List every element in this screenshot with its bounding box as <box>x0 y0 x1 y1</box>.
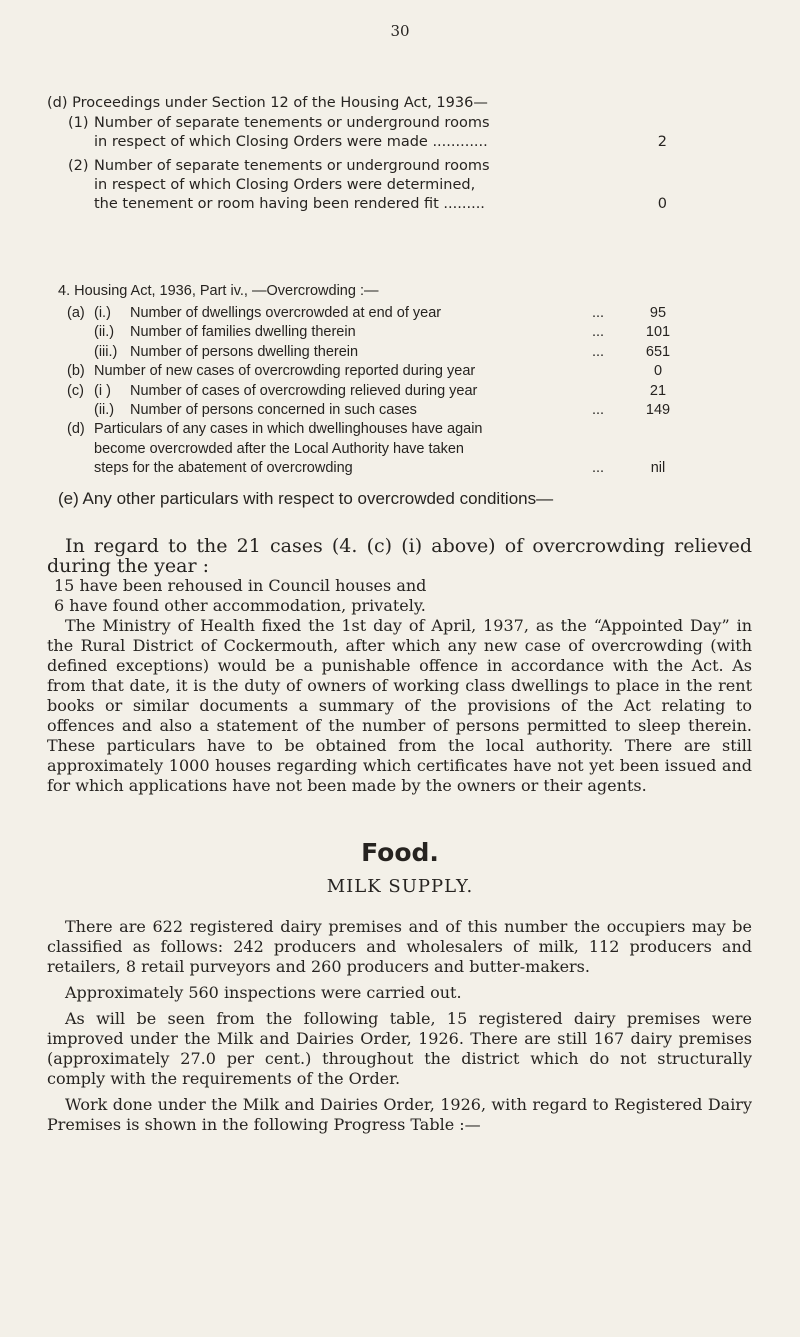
row-value: 21 <box>649 382 667 399</box>
row-dots: ... <box>592 343 605 360</box>
housing-row <box>58 402 678 421</box>
row-dots: ... <box>592 324 605 341</box>
item-number: (2) <box>68 158 89 174</box>
proceedings-section <box>47 94 667 214</box>
row-sub: (i ) <box>94 382 111 399</box>
row-value: 95 <box>649 305 667 321</box>
rehoused-line: 15 have been rehoused in Council houses and <box>54 576 427 595</box>
row-value: nil <box>650 460 666 477</box>
row-text: Number of dwellings overcrowded at end of year <box>130 305 442 321</box>
milk-paragraph: Approximately 560 inspections were carried out. <box>65 983 462 1002</box>
other-particulars-heading: (e) Any other particulars with respect to overcrowded conditions— <box>58 489 554 508</box>
row-text: Number of new cases of overcrowding reported during year <box>94 363 476 380</box>
housing-row <box>58 305 678 324</box>
item-line: the tenement or room having been rendered fit ......... <box>94 196 485 212</box>
row-value: 101 <box>645 324 671 341</box>
row-text: steps for the abatement of overcrowding <box>94 460 353 477</box>
milk-paragraph: As will be seen from the following table, 15 registered dairy premises were improved under the Milk and Dairies Order, 1926. There are still 167 dairy premises (approximately 27.0 per cent.) throughout the district which do not structurally comply with the requirements of the Order. <box>47 1009 752 1088</box>
row-sub: (iii.) <box>94 343 118 360</box>
overcrowding-text <box>47 536 752 796</box>
row-text: Number of persons dwelling therein <box>130 343 359 360</box>
proceedings-item <box>68 114 667 152</box>
item-number: (1) <box>68 115 89 131</box>
milk-supply-heading: MILK SUPPLY. <box>326 876 474 897</box>
row-text: Number of families dwelling therein <box>130 324 356 341</box>
accommodation-line: 6 have found other accommodation, privately. <box>54 596 426 615</box>
item-line: Number of separate tenements or underground rooms <box>94 115 490 131</box>
housing-row <box>58 441 678 460</box>
milk-paragraph: Work done under the Milk and Dairies Order, 1926, with regard to Registered Dairy Premises is shown in the following Progress Table :— <box>47 1095 752 1134</box>
row-text: become overcrowded after the Local Authority have taken <box>94 440 464 457</box>
row-letter: (b) <box>67 363 85 380</box>
row-dots: ... <box>592 305 605 321</box>
milk-paragraph: There are 622 registered dairy premises and of this number the occupiers may be classified as follows: 242 producers and wholesalers of milk, 112 producers and retailers, 8 retail purveyors and 260 producers and butter-makers. <box>47 917 752 976</box>
housing-title: 4. Housing Act, 1936, Part iv., —Overcrowding :— <box>58 283 379 299</box>
item-line: in respect of which Closing Orders were determined, <box>94 177 476 193</box>
page-number: 30 <box>390 22 410 40</box>
row-dots: ... <box>592 460 605 477</box>
housing-row <box>58 324 678 343</box>
item-value: 0 <box>657 196 667 212</box>
milk-supply-text <box>47 917 752 1135</box>
row-value: 651 <box>645 343 671 360</box>
housing-row <box>58 344 678 363</box>
row-letter: (d) <box>67 421 85 438</box>
item-line: Number of separate tenements or underground rooms <box>94 158 490 174</box>
row-text: Number of cases of overcrowding relieved during year <box>130 382 478 399</box>
proceedings-item <box>68 157 667 214</box>
housing-row <box>58 363 678 382</box>
row-letter: (a) <box>67 305 85 321</box>
row-sub: (i.) <box>94 305 111 321</box>
row-sub: (ii.) <box>94 324 115 341</box>
housing-section <box>58 283 678 480</box>
regard-paragraph: In regard to the 21 cases (4. (c) (i) above) of overcrowding relieved during the year : <box>47 535 752 577</box>
row-value: 0 <box>653 363 663 380</box>
item-value: 2 <box>657 134 667 150</box>
food-heading: Food. <box>361 838 439 867</box>
row-letter: (c) <box>67 382 84 399</box>
housing-row <box>58 421 678 440</box>
row-value: 149 <box>645 401 671 418</box>
row-dots: ... <box>592 401 605 418</box>
row-sub: (ii.) <box>94 401 115 418</box>
housing-row <box>58 383 678 402</box>
row-text: Number of persons concerned in such cases <box>130 401 417 418</box>
row-text: Particulars of any cases in which dwellinghouses have again <box>94 421 483 438</box>
proceedings-heading: (d) Proceedings under Section 12 of the Housing Act, 1936— <box>47 95 488 111</box>
ministry-paragraph: The Ministry of Health fixed the 1st day of April, 1937, as the “Appointed Day” in the Rural District of Cockermouth, after which any new case of overcrowding (with defined exceptions) would be a punishable offence in accordance with the Act. As from that date, it is the duty of owners of working class dwellings to place in the rent books or similar documents a summary of the provisions of the Act relating to offences and also a statement of the number of persons permitted to sleep therein. These particulars have to be obtained from the local authority. There are still approximately 1000 houses regarding which certificates have not yet been issued and for which applications have not been made by the owners or their agents. <box>47 616 752 795</box>
housing-row <box>58 460 678 479</box>
item-line: in respect of which Closing Orders were made ............ <box>94 134 488 150</box>
